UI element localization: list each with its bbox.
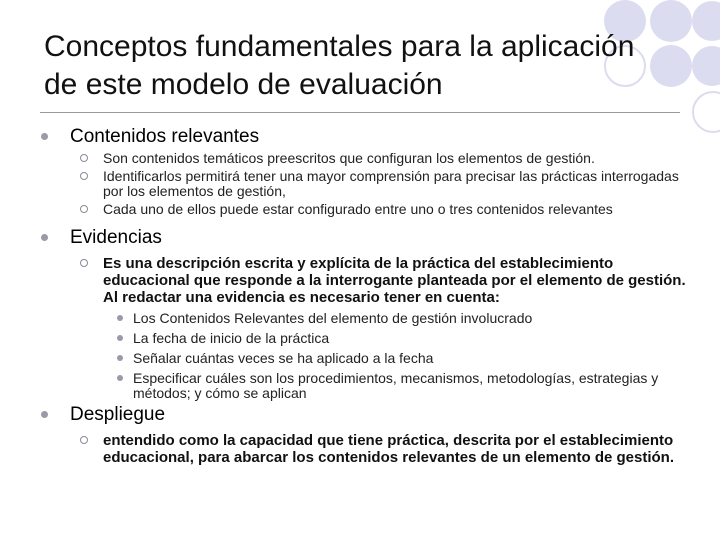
bullet-ring-icon	[80, 436, 88, 444]
decorative-circle	[692, 46, 720, 86]
sub-bullet	[38, 151, 688, 166]
bullet-dot-icon	[41, 133, 48, 140]
sub-sub-bullet	[38, 331, 688, 346]
sub-bullet	[38, 202, 688, 217]
sub-sub-bullet-text: Señalar cuántas veces se ha aplicado a la fecha	[133, 350, 434, 366]
bullet-dot-icon	[117, 355, 123, 361]
bullet-dot-icon	[41, 411, 48, 418]
sub-bullet-text: Identificarlos permitirá tener una mayor comprensión para precisar las prácticas interrogadas por los elementos de gestión,	[103, 168, 679, 199]
bullet-dot-icon	[117, 375, 123, 381]
decorative-circle	[692, 1, 720, 41]
bullet-ring-icon	[80, 154, 88, 162]
sub-sub-bullet	[38, 351, 688, 366]
sub-sub-bullet-text: Especificar cuáles son los procedimientos, mecanismos, metodologías, estrategias y métodos; y cómo se aplican	[133, 370, 659, 401]
bullet-contenidos-relevantes	[38, 126, 688, 148]
sub-bullet-text: Cada uno de ellos puede estar configurado entre uno o tres contenidos relevantes	[103, 201, 613, 217]
bullet-despliegue	[38, 404, 688, 426]
bullet-ring-icon	[80, 172, 88, 180]
sub-sub-bullet-text: La fecha de inicio de la práctica	[133, 330, 330, 346]
sub-bullet-text: Es una descripción escrita y explícita de la práctica del establecimiento educacional que responde a la interrogante planteada por el elemento de gestión. Al redactar una evidencia es necesario tener en cuenta:	[103, 255, 686, 306]
bullet-label: Contenidos relevantes	[70, 126, 260, 147]
bullet-ring-icon	[80, 259, 88, 267]
slide-title: Conceptos fundamentales para la aplicación de este modelo de evaluación	[44, 30, 635, 101]
sub-bullet-text: entendido como la capacidad que tiene práctica, descrita por el establecimiento educacional, para abarcar los contenidos relevantes de un elemento de gestión.	[103, 432, 675, 466]
bullet-dot-icon	[117, 335, 123, 341]
bullet-dot-icon	[117, 315, 123, 321]
bullet-label: Despliegue	[70, 404, 166, 425]
bullet-ring-icon	[80, 205, 88, 213]
sub-sub-bullet	[38, 311, 688, 326]
title-divider	[40, 112, 680, 113]
slide-content	[38, 122, 688, 466]
sub-bullet	[38, 255, 688, 306]
bullet-label: Evidencias	[70, 227, 162, 248]
sub-bullet	[38, 432, 688, 466]
sub-bullet-text: Son contenidos temáticos preescritos que configuran los elementos de gestión.	[103, 150, 595, 166]
sub-bullet	[38, 169, 688, 199]
sub-sub-bullet	[38, 371, 688, 401]
bullet-evidencias	[38, 227, 688, 249]
sub-sub-bullet-text: Los Contenidos Relevantes del elemento de gestión involucrado	[133, 310, 533, 326]
decorative-ring	[692, 91, 720, 133]
bullet-dot-icon	[41, 234, 48, 241]
